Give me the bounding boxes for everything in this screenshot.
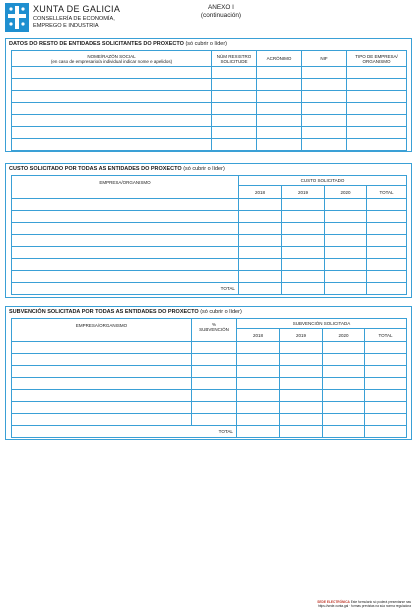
annex-heading bbox=[186, 4, 256, 20]
col-year-2019: 2019 bbox=[282, 186, 325, 199]
section-title: DATOS DO RESTO DE ENTIDADES SOLICITANTES DO PROXECTO (só cubrir o líder) bbox=[9, 41, 228, 47]
table-row bbox=[12, 127, 407, 139]
applicants-table bbox=[11, 50, 407, 151]
table-row bbox=[12, 247, 407, 259]
footer-line1: Este formulario só poderá presentarse nas bbox=[350, 600, 411, 604]
col-entity-header: EMPRESA/ORGANISMO bbox=[12, 319, 192, 342]
total-row bbox=[12, 426, 407, 438]
col-registry-header: NÚM REXISTRO SOLICITUDE bbox=[212, 51, 257, 67]
page-header bbox=[4, 2, 413, 36]
col-type-header: TIPO DE EMPRESA/ ORGANISMO bbox=[347, 51, 407, 67]
table-row bbox=[12, 223, 407, 235]
section-title: CUSTO SOLICITADO POR TODAS AS ENTIDADES DO PROXECTO (só cubrir o líder) bbox=[9, 166, 225, 172]
table-row bbox=[12, 91, 407, 103]
total-row bbox=[12, 283, 407, 295]
col-acronym-header: ACRÓNIMO bbox=[257, 51, 302, 67]
table-row bbox=[12, 79, 407, 91]
total-label: TOTAL bbox=[12, 283, 239, 295]
col-entity-header: EMPRESA/ORGANISMO bbox=[12, 176, 239, 199]
annex-title: ANEXO I bbox=[208, 4, 234, 11]
table-row bbox=[12, 271, 407, 283]
section-requested-cost bbox=[5, 163, 412, 298]
table-row bbox=[12, 414, 407, 426]
footer-line2: https://sede.xunta.gal · formas previstas na súa norma reguladora bbox=[317, 604, 411, 608]
section-requested-subsidy bbox=[5, 306, 412, 440]
table-row bbox=[12, 199, 407, 211]
table-row bbox=[12, 390, 407, 402]
col-year-2018: 2018 bbox=[237, 329, 280, 342]
col-year-2020: 2020 bbox=[325, 186, 367, 199]
subsidy-table bbox=[11, 318, 407, 438]
table-row bbox=[12, 402, 407, 414]
col-year-2019: 2019 bbox=[280, 329, 323, 342]
table-row bbox=[12, 366, 407, 378]
col-total-header: TOTAL bbox=[367, 186, 407, 199]
col-nif-header: NIF bbox=[302, 51, 347, 67]
page-footer bbox=[317, 600, 411, 608]
col-group-header: CUSTO SOLICITADO bbox=[239, 176, 407, 186]
sede-electronica-badge: SEDE ELECTRÓNICA bbox=[317, 600, 350, 604]
table-row bbox=[12, 139, 407, 151]
department-name: CONSELLERÍA DE ECONOMÍA, EMPREGO E INDUSTRIA bbox=[33, 16, 115, 29]
col-year-2018: 2018 bbox=[239, 186, 282, 199]
table-row bbox=[12, 103, 407, 115]
table-row bbox=[12, 354, 407, 366]
col-group-header: SUBVENCIÓN SOLICITADA bbox=[237, 319, 407, 329]
col-total-header: TOTAL bbox=[365, 329, 407, 342]
table-row bbox=[12, 378, 407, 390]
section-title: SUBVENCIÓN SOLICITADA POR TODAS AS ENTIDADES DO PROXECTO (só cubrir o líder) bbox=[9, 309, 242, 315]
table-row bbox=[12, 235, 407, 247]
annex-subtitle: (continuación) bbox=[200, 12, 242, 19]
section-other-applicants bbox=[5, 38, 412, 152]
table-row bbox=[12, 342, 407, 354]
col-year-2020: 2020 bbox=[323, 329, 365, 342]
xunta-logo-icon bbox=[5, 3, 29, 32]
logo-text: XUNTA DE GALICIA bbox=[33, 4, 121, 14]
brand-block bbox=[33, 4, 120, 29]
table-row bbox=[12, 211, 407, 223]
total-label: TOTAL bbox=[12, 426, 237, 438]
col-percent-header: % SUBVENCIÓN bbox=[192, 319, 237, 342]
table-row bbox=[12, 67, 407, 79]
table-row bbox=[12, 259, 407, 271]
cost-table bbox=[11, 175, 407, 295]
table-row bbox=[12, 115, 407, 127]
col-name-header: NOME/RAZÓN SOCIAL (en caso de empresario/a individual indicar nome e apelidos) bbox=[12, 51, 212, 67]
